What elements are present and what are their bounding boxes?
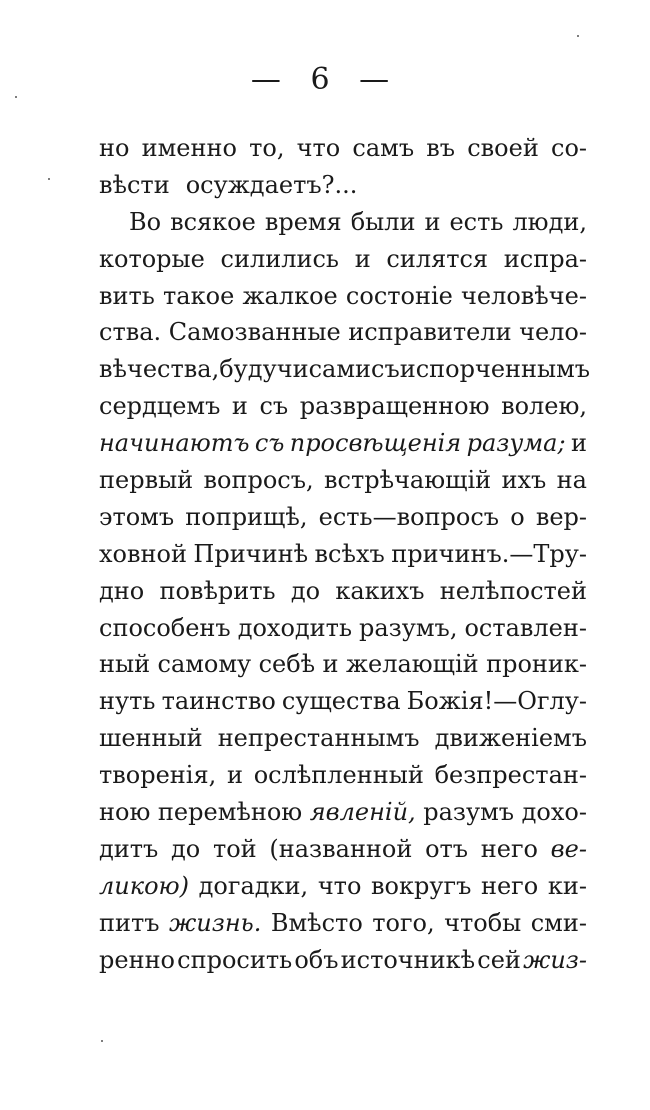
word: шенный	[99, 724, 203, 753]
word: развращенною	[299, 392, 490, 421]
word: нелѣпостей	[439, 576, 587, 605]
text-line	[99, 536, 587, 573]
word: поприщѣ,	[185, 502, 308, 531]
word: ною	[99, 798, 151, 827]
word: питъ	[99, 908, 160, 937]
word: сердцемъ	[99, 392, 221, 421]
word: явленій,	[309, 798, 416, 827]
word: первый	[99, 466, 194, 495]
word: себѣ	[258, 650, 316, 679]
word: но	[99, 134, 130, 162]
word: со-	[551, 134, 587, 162]
word: были	[350, 207, 416, 236]
paper-speck	[101, 1040, 103, 1042]
word: какихъ	[335, 576, 425, 605]
text-line	[99, 425, 587, 462]
word: дитъ	[99, 834, 159, 863]
word: что	[296, 134, 341, 162]
word: испорченнымъ	[399, 355, 591, 384]
word: которые	[99, 244, 205, 273]
word: Причинѣ	[193, 539, 309, 568]
text-line	[99, 388, 587, 425]
word: съ	[259, 392, 289, 421]
word: до	[290, 576, 321, 605]
word: именно	[141, 134, 237, 162]
word: Вмѣсто	[270, 908, 363, 937]
text-line	[99, 499, 587, 536]
word: состоніе	[345, 281, 453, 310]
word: исправители	[348, 318, 512, 347]
word: ства.	[99, 318, 162, 347]
word: этомъ	[99, 502, 175, 531]
text-line	[99, 278, 587, 315]
text-line	[99, 942, 587, 979]
word: дно	[99, 576, 145, 605]
word: ликою)	[99, 871, 190, 900]
text-line	[99, 831, 587, 868]
word: Божія!—Оглу-	[406, 687, 587, 716]
word: вокругъ	[371, 871, 472, 900]
word: ный	[99, 650, 151, 679]
word: и	[354, 244, 371, 273]
word: объ	[294, 945, 339, 974]
word: и	[322, 650, 339, 679]
word: ихъ	[501, 466, 547, 495]
word: непрестаннымъ	[217, 724, 420, 753]
word: и	[424, 207, 441, 236]
word: ве-	[550, 834, 587, 863]
word: разумъ,	[359, 613, 458, 642]
word: осуждаетъ?...	[185, 170, 358, 199]
word: жалкое	[242, 281, 338, 310]
word: ренно	[99, 945, 176, 974]
word: вить	[99, 281, 155, 310]
word: что	[317, 871, 362, 900]
word: дохо-	[521, 798, 587, 827]
word: ослѣпленный	[253, 761, 424, 790]
body-text	[99, 130, 591, 978]
word: есть	[449, 207, 504, 236]
word: въ	[426, 134, 456, 162]
word: силятся	[386, 244, 489, 273]
word: спросить	[177, 945, 293, 974]
word: просвѣщенія	[289, 429, 462, 458]
word: доходить	[237, 613, 353, 642]
word: съ	[371, 355, 400, 384]
word: нуть	[99, 687, 156, 716]
word: отъ	[425, 834, 469, 863]
word: жизнь.	[169, 908, 262, 937]
word: разумъ	[423, 798, 515, 827]
word: сми-	[530, 908, 587, 937]
page-number: — 6 —	[250, 62, 400, 97]
word: волею,	[501, 392, 587, 421]
word: съ	[254, 429, 285, 458]
text-line	[99, 646, 587, 683]
word: на	[556, 466, 587, 495]
word: вопросъ,	[203, 466, 314, 495]
text-line	[99, 351, 591, 388]
word: движеніемъ	[434, 724, 587, 753]
word: творенія,	[99, 761, 217, 790]
text-line	[99, 462, 587, 499]
word: него	[480, 871, 539, 900]
word: перемѣною	[157, 798, 303, 827]
word: безпрестан-	[434, 761, 587, 790]
word: время	[264, 207, 342, 236]
word: есть—вопросъ	[318, 502, 500, 531]
word: чтобы	[444, 908, 522, 937]
word: испра-	[503, 244, 587, 273]
word: причинъ.—Тру-	[391, 539, 587, 568]
text-line	[99, 794, 587, 831]
word: вѣсти	[99, 170, 170, 199]
word: вѣчества,	[99, 355, 220, 384]
word: желающій	[345, 650, 479, 679]
text-line	[99, 868, 587, 905]
word: оставлен-	[464, 613, 587, 642]
word: самому	[157, 650, 252, 679]
word: человѣче-	[461, 281, 587, 310]
text-line	[99, 720, 587, 757]
text-line	[99, 241, 587, 278]
word: всякое	[170, 207, 256, 236]
word: и	[226, 761, 243, 790]
text-line	[99, 204, 587, 241]
text-line	[99, 314, 587, 351]
word: (названной	[269, 834, 413, 863]
paper-speck	[577, 35, 579, 37]
word: него	[480, 834, 538, 863]
text-line	[99, 683, 587, 720]
word: ховной	[99, 539, 187, 568]
word: повѣрить	[159, 576, 276, 605]
word: разума;	[466, 429, 566, 458]
text-line	[99, 167, 587, 204]
word: способенъ	[99, 613, 231, 642]
word: такое	[163, 281, 235, 310]
text-line	[99, 130, 587, 167]
word: того,	[372, 908, 435, 937]
word: жиз-	[523, 945, 587, 974]
word: вер-	[535, 502, 587, 531]
word: таинство	[161, 687, 276, 716]
text-line	[99, 757, 587, 794]
text-line	[99, 610, 587, 647]
word: и	[570, 429, 587, 458]
word: всѣхъ	[314, 539, 385, 568]
word: то,	[249, 134, 285, 162]
word: догадки,	[198, 871, 309, 900]
word: чело-	[519, 318, 587, 347]
word: и	[231, 392, 248, 421]
word: сей	[477, 945, 521, 974]
word: о	[510, 502, 525, 531]
word: встрѣчающій	[324, 466, 492, 495]
word: до	[171, 834, 201, 863]
word: сами	[308, 355, 371, 384]
word: Во	[129, 207, 162, 236]
word: существа	[281, 687, 401, 716]
word: источникѣ	[340, 945, 476, 974]
word: будучи	[219, 355, 309, 384]
word: проник-	[486, 650, 587, 679]
text-line	[99, 573, 587, 610]
word: силились	[220, 244, 339, 273]
word: ки-	[547, 871, 587, 900]
word: той	[212, 834, 257, 863]
word: начинаютъ	[99, 429, 250, 458]
word: своей	[467, 134, 539, 162]
paper-speck	[48, 178, 50, 180]
text-line	[99, 905, 587, 942]
word: самъ	[352, 134, 415, 162]
word: Самозванные	[168, 318, 341, 347]
paper-speck	[15, 96, 17, 98]
word: люди,	[512, 207, 587, 236]
